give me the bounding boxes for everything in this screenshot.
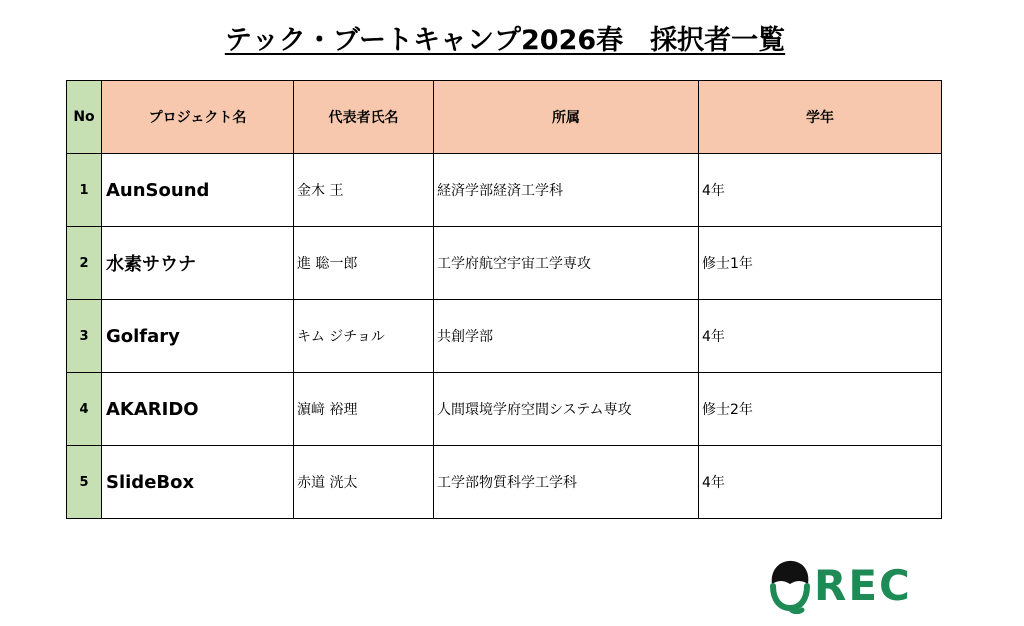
representative-name: キム ジチョル bbox=[294, 300, 434, 373]
grade-year: 修士2年 bbox=[699, 373, 942, 446]
affiliation: 工学部物質科学工学科 bbox=[434, 446, 699, 519]
header-year: 学年 bbox=[699, 81, 942, 154]
logo-text: REC bbox=[814, 561, 912, 610]
header-project: プロジェクト名 bbox=[102, 81, 294, 154]
affiliation: 工学府航空宇宙工学専攻 bbox=[434, 227, 699, 300]
table-row bbox=[67, 446, 942, 519]
project-name: Golfary bbox=[102, 300, 294, 373]
grade-year: 4年 bbox=[699, 154, 942, 227]
representative-name: 進 聡一郎 bbox=[294, 227, 434, 300]
table-row bbox=[67, 373, 942, 446]
rec-logo bbox=[768, 558, 912, 614]
representative-name: 赤道 洸太 bbox=[294, 446, 434, 519]
project-name: AKARIDO bbox=[102, 373, 294, 446]
project-name: SlideBox bbox=[102, 446, 294, 519]
affiliation: 人間環境学府空間システム専攻 bbox=[434, 373, 699, 446]
table-row bbox=[67, 227, 942, 300]
representative-name: 金木 王 bbox=[294, 154, 434, 227]
table-header-row bbox=[67, 81, 942, 154]
affiliation: 経済学部経済工学科 bbox=[434, 154, 699, 227]
row-number: 5 bbox=[67, 446, 102, 519]
representative-name: 濵﨑 裕理 bbox=[294, 373, 434, 446]
project-name: AunSound bbox=[102, 154, 294, 227]
selection-table bbox=[66, 80, 942, 519]
table-row bbox=[67, 300, 942, 373]
row-number: 1 bbox=[67, 154, 102, 227]
header-representative: 代表者氏名 bbox=[294, 81, 434, 154]
header-affiliation: 所属 bbox=[434, 81, 699, 154]
rec-logo-icon bbox=[768, 558, 812, 614]
row-number: 2 bbox=[67, 227, 102, 300]
header-no: No bbox=[67, 81, 102, 154]
page-title: テック・ブートキャンプ2026春 採択者一覧 bbox=[224, 25, 786, 56]
project-name: 水素サウナ bbox=[102, 227, 294, 300]
row-number: 3 bbox=[67, 300, 102, 373]
table-row bbox=[67, 154, 942, 227]
row-number: 4 bbox=[67, 373, 102, 446]
grade-year: 4年 bbox=[699, 300, 942, 373]
affiliation: 共創学部 bbox=[434, 300, 699, 373]
grade-year: 修士1年 bbox=[699, 227, 942, 300]
grade-year: 4年 bbox=[699, 446, 942, 519]
